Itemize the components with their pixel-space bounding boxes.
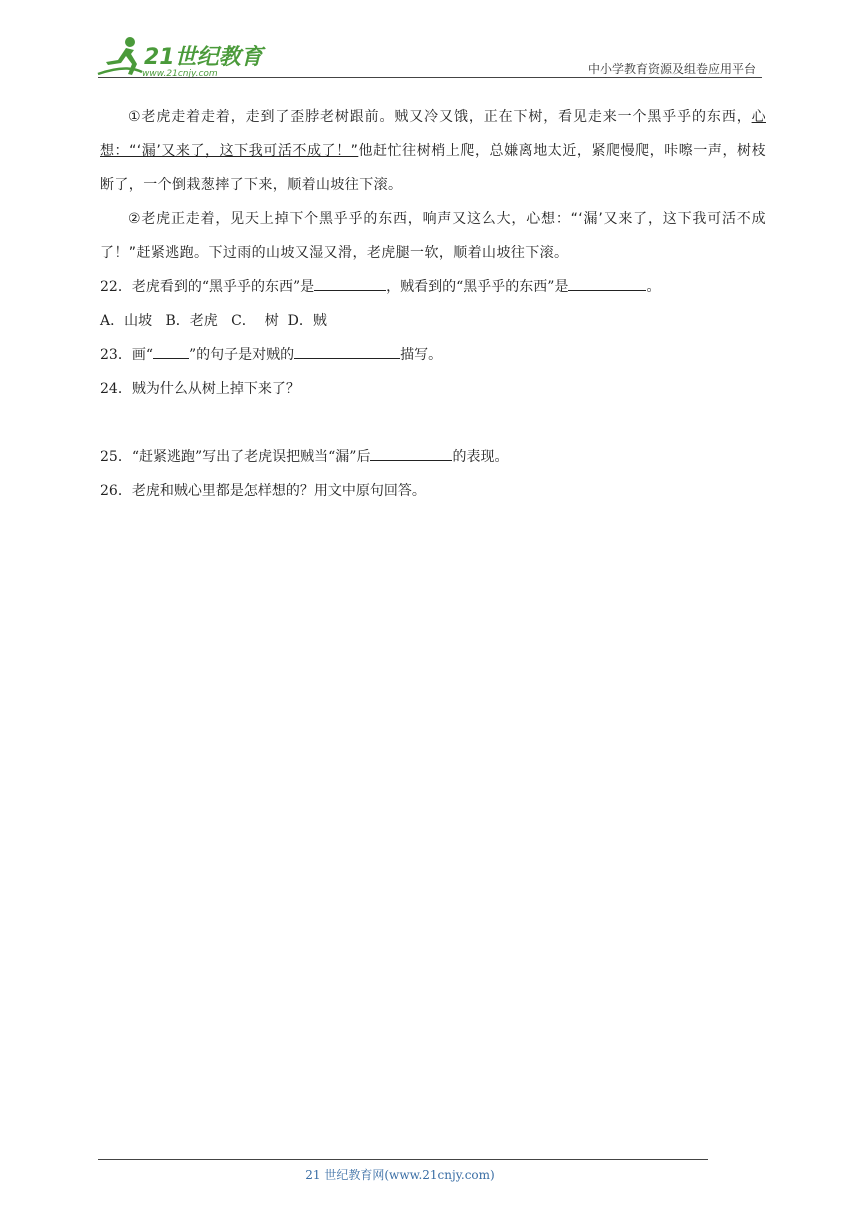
q23-blank-1[interactable]: [153, 344, 189, 359]
page-header: [0, 0, 860, 90]
runner-logo-icon: [96, 34, 266, 80]
logo-title: 21世纪教育: [144, 45, 263, 70]
question-23: [100, 338, 766, 372]
question-22-options: A．山坡 B．老虎 C． 树 D．贼: [100, 313, 327, 329]
header-platform-name: 中小学教育资源及组卷应用平台: [587, 62, 756, 76]
q22-text-a: 22．老虎看到的“黑乎乎的东西”是: [100, 279, 315, 295]
passage-paragraph-1: [100, 100, 766, 202]
q23-blank-2[interactable]: [294, 344, 400, 359]
passage-paragraph-2: ②老虎正走着，见天上掉下个黑乎乎的东西，响声又这么大，心想：“‘漏’又来了，这下我可活不成了！”赶紧逃跑。下过雨的山坡又湿又滑，老虎腿一软，顺着山坡往下滚。: [100, 211, 766, 261]
page-footer: [0, 1166, 860, 1183]
q23-text-c: 描写。: [400, 347, 443, 363]
header-divider: [98, 77, 762, 78]
q22-text-b: ，贼看到的“黑乎乎的东西”是: [386, 279, 569, 295]
footer-site-link[interactable]: 21 世纪教育网(www.21cnjy.com): [305, 1168, 495, 1182]
question-25: [100, 440, 766, 474]
q25-text-a: 25．“赶紧逃跑”写出了老虎误把贼当“漏”后: [100, 449, 371, 465]
footer-divider: [98, 1159, 708, 1160]
question-22: [100, 270, 766, 304]
passage-p1-text-a: ①老虎走着走着，走到了歪脖老树跟前。贼又冷又饿，正在下树，看见走来一个黑乎乎的东西，: [128, 109, 752, 125]
underlined-sentence: 心想：“‘漏’又来了，这下我可活不成了！”: [100, 109, 766, 159]
reading-passage: [100, 100, 766, 270]
logo-url: www.21cnjy.com: [142, 69, 218, 79]
site-logo: [96, 34, 266, 80]
question-24: 24．贼为什么从树上掉下来了？: [100, 381, 300, 397]
q22-blank-1[interactable]: [314, 276, 386, 291]
q22-blank-2[interactable]: [568, 276, 646, 291]
q23-text-a: 23．画“: [100, 347, 153, 363]
question-26: 26．老虎和贼心里都是怎样想的？用文中原句回答。: [100, 483, 426, 499]
q25-blank[interactable]: [370, 446, 452, 461]
q22-text-c: 。: [646, 279, 661, 295]
worksheet-content: [100, 100, 766, 508]
passage-p1-text-b: 他赶忙往树梢上爬，总嫌离地太近，紧爬慢爬，咔嚓一声，树枝断了，一个倒栽葱摔了下来，顺着山坡往下滚。: [100, 143, 767, 193]
q25-text-b: 的表现。: [452, 449, 509, 465]
q23-text-b: ”的句子是对贼的: [188, 347, 295, 363]
